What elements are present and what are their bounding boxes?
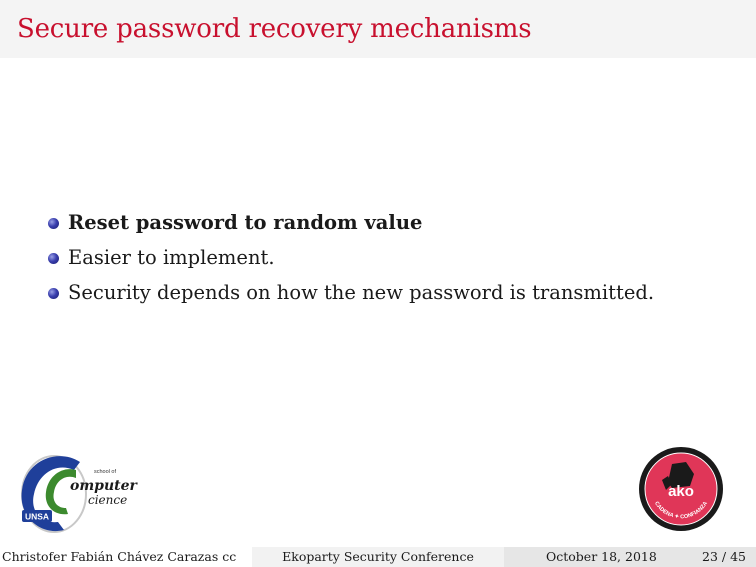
bullet-list [45,208,735,313]
footer [0,547,756,567]
slide-title: Secure password recovery mechanisms [17,14,532,44]
footer-date-section [504,547,756,567]
bullet-text: Easier to implement. [68,246,275,269]
title-bar [0,0,756,58]
bullet-icon [48,218,59,229]
bullet-item [45,208,735,243]
footer-page-number: 23 / 45 [702,549,746,564]
bullet-text: Reset password to random value [68,211,423,234]
logo-small-text: school of [94,469,117,475]
logo-line2: cience [88,493,128,507]
logo-ring-text: CADENA ✦ CONFIANZA [653,500,709,521]
bullet-text: Security depends on how the new password is transmitted. [68,281,655,304]
footer-event: Ekoparty Security Conference [252,547,504,567]
bullet-item [45,278,735,313]
footer-date: October 18, 2018 [546,549,657,564]
bullet-icon [48,253,59,264]
bullet-item [45,243,735,278]
logo-line1: omputer [70,478,137,494]
footer-author: Christofer Fabián Chávez Carazas cc [0,547,252,567]
logo-badge: UNSA [24,511,50,522]
computer-science-logo [18,450,142,534]
bullet-icon [48,288,59,299]
ako-logo [638,446,724,532]
logo-ako-text: ako [668,483,694,500]
